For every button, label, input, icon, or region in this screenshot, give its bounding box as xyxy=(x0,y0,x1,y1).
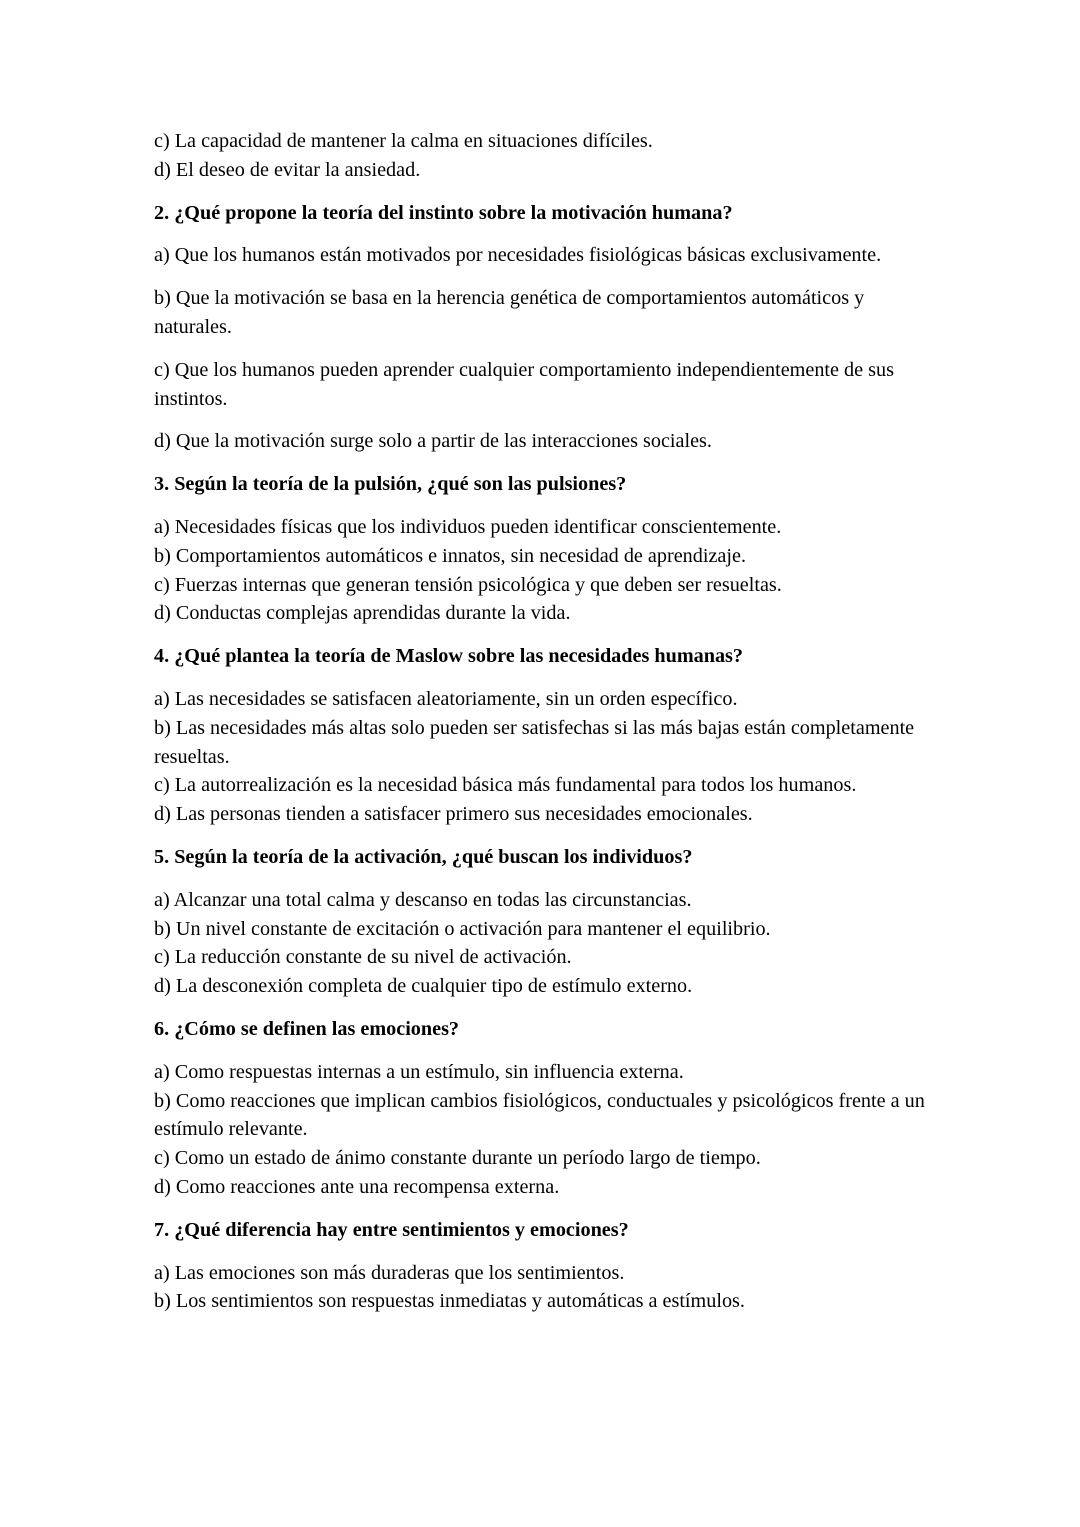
option-q7-a: a) Las emociones son más duraderas que los sentimientos. xyxy=(154,1261,625,1284)
option-q6-d: d) Como reacciones ante una recompensa externa. xyxy=(154,1175,560,1198)
option-q6-b: b) Como reacciones que implican cambios fisiológicos, conductuales y psicológicos frente a un estímulo relevante. xyxy=(154,1089,925,1141)
option-q6-c: c) Como un estado de ánimo constante durante un período largo de tiempo. xyxy=(154,1147,761,1170)
option-q3-b: b) Comportamientos automáticos e innatos, sin necesidad de aprendizaje. xyxy=(154,544,746,567)
option-q4-a: a) Las necesidades se satisfacen aleatoriamente, sin un orden específico. xyxy=(154,687,738,710)
option-q2-d: d) Que la motivación surge solo a partir de las interacciones sociales. xyxy=(154,430,712,453)
question-5-title: 5. Según la teoría de la activación, ¿qué buscan los individuos? xyxy=(154,845,693,868)
question-4-title: 4. ¿Qué plantea la teoría de Maslow sobre las necesidades humanas? xyxy=(154,645,744,668)
document-page xyxy=(154,127,934,1316)
option-q6-a: a) Como respuestas internas a un estímulo, sin influencia externa. xyxy=(154,1060,684,1083)
option-q2-a: a) Que los humanos están motivados por necesidades fisiológicas básicas exclusivamente. xyxy=(154,244,882,267)
option-q7-b: b) Los sentimientos son respuestas inmediatas y automáticas a estímulos. xyxy=(154,1290,745,1313)
option-q3-c: c) Fuerzas internas que generan tensión psicológica y que deben ser resueltas. xyxy=(154,573,782,596)
question-7-title: 7. ¿Qué diferencia hay entre sentimientos y emociones? xyxy=(154,1218,629,1241)
option-q5-b: b) Un nivel constante de excitación o activación para mantener el equilibrio. xyxy=(154,917,771,940)
option-q5-a: a) Alcanzar una total calma y descanso en todas las circunstancias. xyxy=(154,888,692,911)
option-q5-d: d) La desconexión completa de cualquier tipo de estímulo externo. xyxy=(154,975,693,998)
question-6-title: 6. ¿Cómo se definen las emociones? xyxy=(154,1017,460,1040)
question-2-title: 2. ¿Qué propone la teoría del instinto sobre la motivación humana? xyxy=(154,201,733,224)
question-3-title: 3. Según la teoría de la pulsión, ¿qué son las pulsiones? xyxy=(154,473,627,496)
option-q2-c: c) Que los humanos pueden aprender cualquier comportamiento independientemente de sus instintos. xyxy=(154,358,894,410)
option-q3-d: d) Conductas complejas aprendidas durante la vida. xyxy=(154,602,571,625)
option-q1-c: c) La capacidad de mantener la calma en situaciones difíciles. xyxy=(154,130,653,152)
option-q4-c: c) La autorrealización es la necesidad básica más fundamental para todos los humanos. xyxy=(154,774,857,797)
option-q3-a: a) Necesidades físicas que los individuos pueden identificar conscientemente. xyxy=(154,515,782,538)
option-q4-d: d) Las personas tienden a satisfacer primero sus necesidades emocionales. xyxy=(154,803,753,826)
option-q5-c: c) La reducción constante de su nivel de activación. xyxy=(154,946,572,969)
option-q1-d: d) El deseo de evitar la ansiedad. xyxy=(154,158,421,181)
option-q4-b: b) Las necesidades más altas solo pueden ser satisfechas si las más bajas están completamente resueltas. xyxy=(154,716,915,768)
option-q2-b: b) Que la motivación se basa en la herencia genética de comportamientos automáticos y naturales. xyxy=(154,287,865,338)
